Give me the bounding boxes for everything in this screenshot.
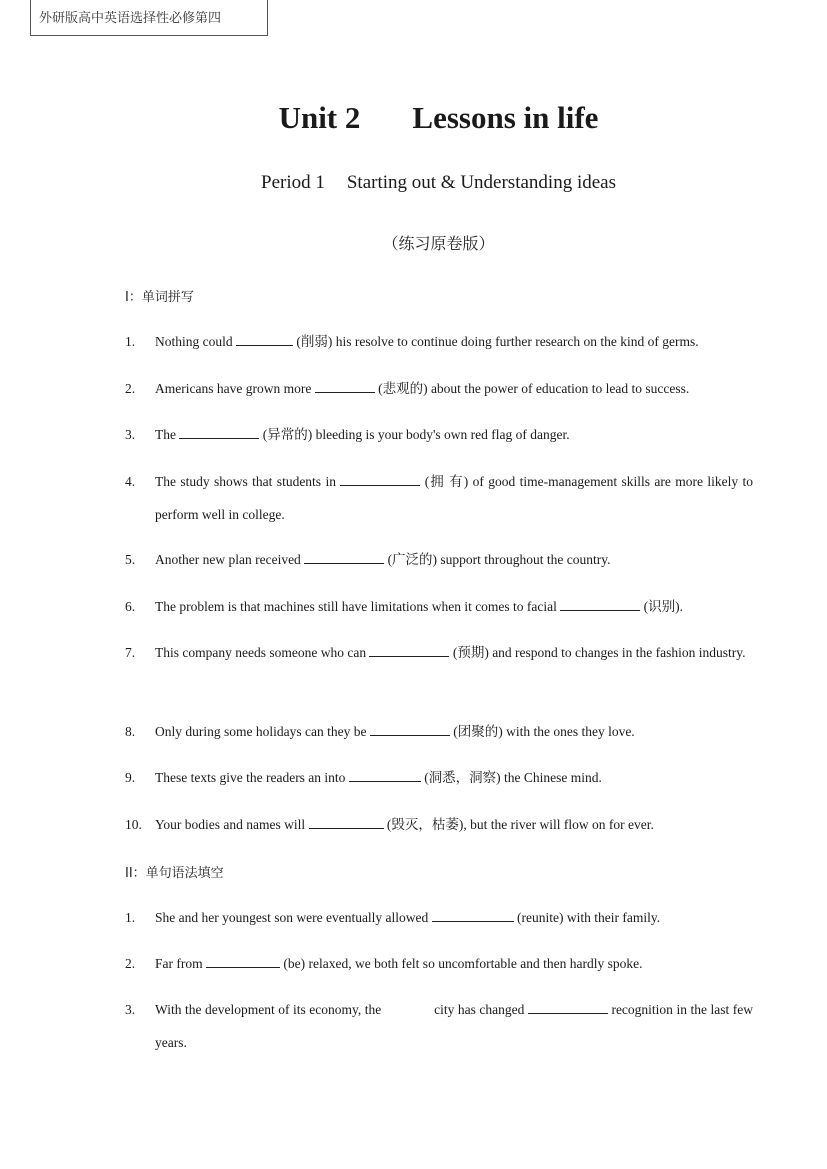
answer-blank[interactable] [309, 816, 384, 829]
item-hint: recognition in the last few years. [155, 1002, 757, 1050]
item-number: 6. [125, 599, 136, 614]
item-text: The problem is that machines still have limitations when it comes to facial [155, 599, 561, 614]
answer-blank[interactable] [315, 380, 375, 393]
item-hint: (团聚的) with the ones they love. [449, 724, 635, 739]
item-hint: (识别). [640, 599, 684, 614]
item-text: With the development of its economy, the city has changed [155, 1002, 528, 1017]
list-item [125, 325, 753, 358]
list-item [125, 636, 753, 669]
answer-blank[interactable] [236, 333, 293, 346]
item-number: 3. [125, 427, 136, 442]
item-hint: (reunite) with their family. [513, 910, 661, 925]
item-text: Nothing could [155, 334, 236, 349]
item-number: 8. [125, 724, 136, 739]
item-hint: (削弱) his resolve to continue doing further research on the kind of germs. [293, 334, 699, 349]
item-hint: (异常的) bleeding is your body's own red flag of danger. [259, 427, 570, 442]
item-number: 2. [125, 956, 136, 971]
section-heading-grammar: II：单句语法填空 [125, 866, 224, 881]
item-hint: (广泛的) support throughout the country. [384, 552, 611, 567]
item-number: 10. [125, 817, 142, 832]
item-hint: (预期) and respond to changes in the fashion industry. [449, 645, 746, 660]
list-item [125, 543, 753, 576]
item-text: These texts give the readers an into [155, 770, 349, 785]
item-text: This company needs someone who can [155, 645, 370, 660]
item-number: 3. [125, 1002, 136, 1017]
answer-blank[interactable] [349, 769, 421, 782]
list-item [125, 465, 753, 531]
unit-label: Unit 2 [278, 100, 361, 135]
answer-blank[interactable] [560, 598, 640, 611]
answer-blank[interactable] [304, 551, 384, 564]
period-label: Period 1 [261, 172, 325, 193]
answer-blank[interactable] [370, 723, 450, 736]
item-text: Another new plan received [155, 552, 305, 567]
item-number: 5. [125, 552, 136, 567]
item-number: 1. [125, 334, 136, 349]
item-hint: (毁灭，枯萎), but the river will flow on for ever. [383, 817, 654, 832]
answer-blank[interactable] [528, 1001, 608, 1014]
unit-name: Lessons in life [412, 100, 599, 135]
item-hint: (be) relaxed, we both felt so uncomfortable and then hardly spoke. [280, 956, 643, 971]
item-text: Far from [155, 956, 206, 971]
page-title [0, 100, 827, 136]
version-label: （练习原卷版） [382, 234, 495, 253]
list-item [125, 947, 753, 980]
period-title [0, 172, 827, 194]
header-tag: 外研版高中英语选择性必修第四 [30, 0, 268, 36]
item-text: Your bodies and names will [155, 817, 309, 832]
list-item [125, 993, 757, 1059]
item-hint: (拥 有) of good time-management skills are more likely to perform well in college. [155, 474, 754, 522]
list-item [125, 761, 753, 794]
item-text: She and her youngest son were eventually allowed [155, 910, 432, 925]
answer-blank[interactable] [432, 909, 514, 922]
item-number: 4. [125, 474, 136, 489]
answer-blank[interactable] [369, 644, 449, 657]
item-text: Only during some holidays can they be [155, 724, 370, 739]
item-number: 2. [125, 381, 136, 396]
answer-blank[interactable] [179, 426, 259, 439]
item-hint: (悲观的) about the power of education to lead to success. [374, 381, 690, 396]
answer-blank[interactable] [340, 473, 420, 486]
list-item [125, 808, 753, 841]
item-hint: (洞悉，洞察) the Chinese mind. [420, 770, 602, 785]
answer-blank[interactable] [206, 955, 280, 968]
section-heading-spelling: I：单词拼写 [125, 290, 194, 305]
item-number: 9. [125, 770, 136, 785]
list-item [125, 418, 753, 451]
item-number: 1. [125, 910, 136, 925]
list-item [125, 372, 753, 405]
period-name: Starting out & Understanding ideas [346, 172, 616, 193]
item-number: 7. [125, 645, 136, 660]
item-text: Americans have grown more [155, 381, 315, 396]
item-text: The study shows that students in [155, 474, 341, 489]
list-item [125, 590, 753, 623]
list-item [125, 715, 753, 748]
list-item [125, 901, 753, 934]
item-text: The [155, 427, 180, 442]
